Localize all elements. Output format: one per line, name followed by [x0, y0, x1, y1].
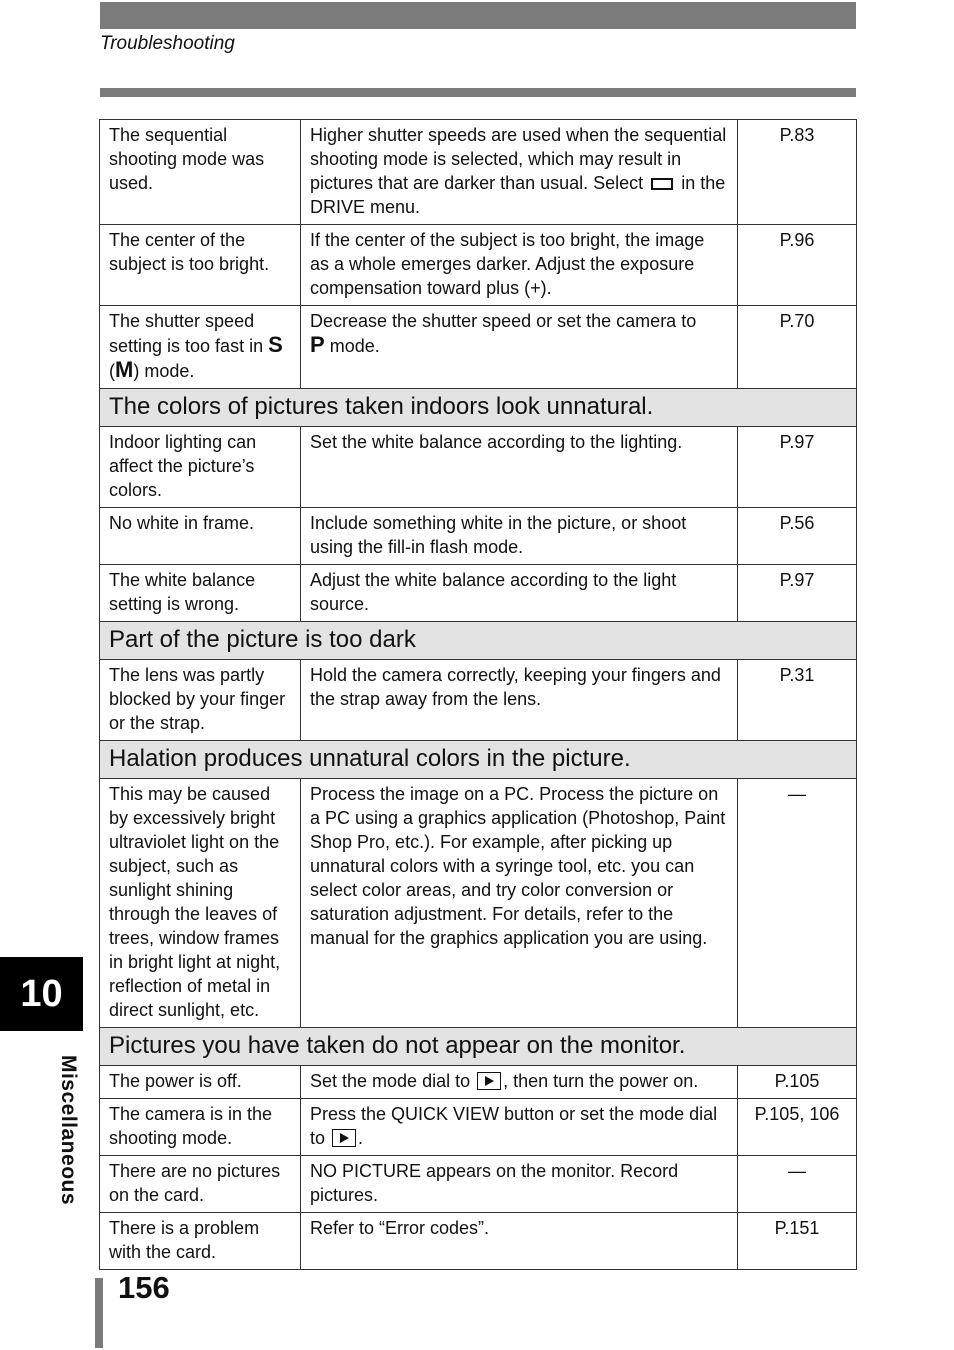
cause-cell: This may be caused by excessively bright ultraviolet light on the subject, such as sunlight shining through the leaves of trees, window frames in bright light at night, reflection of metal in direct sunlight, etc.: [100, 779, 301, 1028]
header-bar: [100, 2, 856, 29]
page-ref: P.31: [738, 660, 857, 741]
cause-cell: There is a problem with the card.: [100, 1213, 301, 1270]
table-row: [100, 508, 857, 565]
table-row: [100, 427, 857, 508]
page-ref: P.56: [738, 508, 857, 565]
chapter-label: Miscellaneous: [57, 1054, 80, 1206]
table-row: [100, 1156, 857, 1213]
section-header: [100, 622, 857, 660]
remedy-cell: Refer to “Error codes”.: [301, 1213, 738, 1270]
remedy-text: Press the QUICK VIEW button or set the mode dial to: [310, 1104, 718, 1148]
remedy-cell: [301, 1099, 738, 1156]
remedy-cell: Set the white balance according to the lighting.: [301, 427, 738, 508]
cause-cell: The sequential shooting mode was used.: [100, 120, 301, 225]
remedy-text: , then turn the power on.: [503, 1071, 699, 1091]
page-ref: P.70: [738, 306, 857, 389]
table-row: [100, 565, 857, 622]
page-ref: P.105, 106: [738, 1099, 857, 1156]
playback-icon: [477, 1072, 501, 1090]
page-number: 156: [118, 1270, 170, 1305]
page-ref: P.97: [738, 427, 857, 508]
section-header: [100, 741, 857, 779]
cause-text: ) mode.: [133, 361, 195, 381]
section-title: The colors of pictures taken indoors look unnatural.: [100, 389, 857, 427]
remedy-cell: Process the image on a PC. Process the picture on a PC using a graphics application (Photoshop, Paint Shop Pro, etc.). For example, after picking up unnatural colors with a syringe tool, etc. you can select color areas, and try color conversion or saturation adjustment. For details, refer to the manual for the graphics application you are using.: [301, 779, 738, 1028]
page-ref: P.83: [738, 120, 857, 225]
section-header: [100, 389, 857, 427]
cause-cell: The lens was partly blocked by your finger or the strap.: [100, 660, 301, 741]
troubleshooting-table: [99, 119, 857, 1270]
cause-cell: The center of the subject is too bright.: [100, 225, 301, 306]
header-title: Troubleshooting: [100, 33, 235, 54]
table-row: [100, 1213, 857, 1270]
table-row: [100, 225, 857, 306]
remedy-text: Higher shutter speeds are used when the sequential shooting mode is selected, which may result in pictures that are darker than usual. Select: [310, 125, 727, 193]
header-rule: [100, 88, 856, 97]
table-row: [100, 660, 857, 741]
remedy-cell: Hold the camera correctly, keeping your fingers and the strap away from the lens.: [301, 660, 738, 741]
cause-cell: There are no pictures on the card.: [100, 1156, 301, 1213]
page-ref: P.151: [738, 1213, 857, 1270]
remedy-cell: NO PICTURE appears on the monitor. Record pictures.: [301, 1156, 738, 1213]
table-row: [100, 120, 857, 225]
remedy-cell: Include something white in the picture, or shoot using the fill-in flash mode.: [301, 508, 738, 565]
program-mode-icon: P: [310, 332, 325, 357]
chapter-tab: [0, 957, 83, 1031]
shutter-priority-mode-icon: S: [268, 332, 283, 357]
cause-text: (: [109, 361, 115, 381]
table-row: [100, 1099, 857, 1156]
page-ref: —: [738, 779, 857, 1028]
cause-cell: The power is off.: [100, 1066, 301, 1099]
page-ref: P.105: [738, 1066, 857, 1099]
remedy-text: in the DRIVE menu.: [310, 173, 726, 217]
cause-cell: [100, 306, 301, 389]
remedy-text: Set the mode dial to: [310, 1071, 471, 1091]
page-ref: P.97: [738, 565, 857, 622]
remedy-cell: [301, 1066, 738, 1099]
cause-cell: The white balance setting is wrong.: [100, 565, 301, 622]
section-title: Halation produces unnatural colors in the picture.: [100, 741, 857, 779]
cause-cell: Indoor lighting can affect the picture’s colors.: [100, 427, 301, 508]
section-title: Pictures you have taken do not appear on the monitor.: [100, 1028, 857, 1066]
remedy-text: Decrease the shutter speed or set the camera to: [310, 311, 697, 331]
page-ref: P.96: [738, 225, 857, 306]
remedy-text: .: [358, 1128, 364, 1148]
remedy-cell: [301, 306, 738, 389]
page-number-bar: [95, 1278, 103, 1348]
table-row: [100, 306, 857, 389]
remedy-cell: If the center of the subject is too bright, the image as a whole emerges darker. Adjust the exposure compensation toward plus (+).: [301, 225, 738, 306]
cause-text: The shutter speed setting is too fast in: [109, 311, 264, 356]
page-ref: —: [738, 1156, 857, 1213]
remedy-cell: Adjust the white balance according to the light source.: [301, 565, 738, 622]
manual-mode-icon: M: [115, 357, 134, 382]
remedy-cell: [301, 120, 738, 225]
table-row: [100, 779, 857, 1028]
cause-cell: The camera is in the shooting mode.: [100, 1099, 301, 1156]
section-header: [100, 1028, 857, 1066]
table-row: [100, 1066, 857, 1099]
cause-cell: No white in frame.: [100, 508, 301, 565]
remedy-text: mode.: [329, 336, 380, 356]
playback-icon: [332, 1129, 356, 1147]
chapter-number: 10: [20, 973, 63, 1015]
section-title: Part of the picture is too dark: [100, 622, 857, 660]
single-frame-icon: [651, 178, 673, 190]
